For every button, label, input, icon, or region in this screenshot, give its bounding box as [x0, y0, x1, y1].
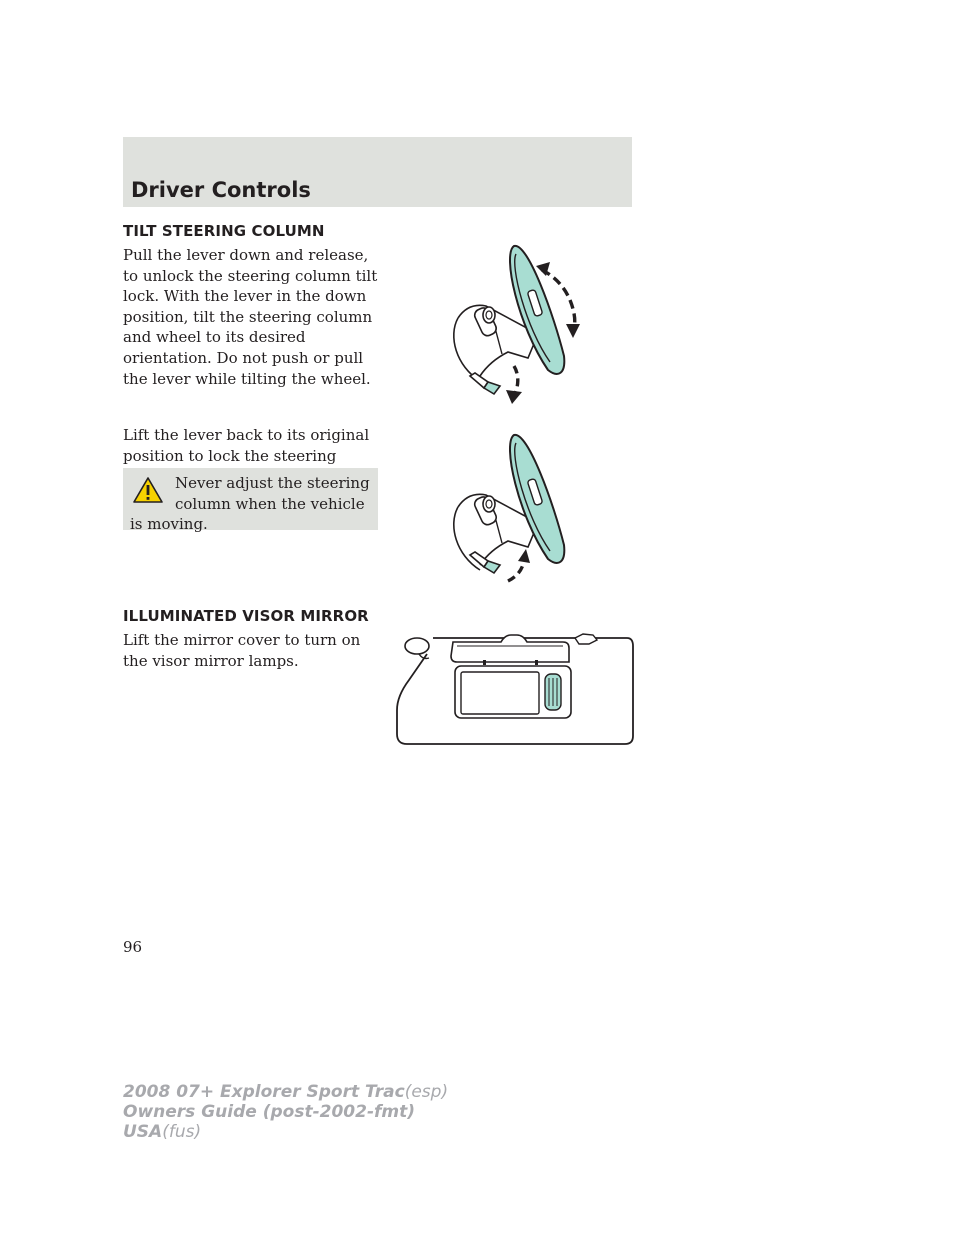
tilt-steering-heading: TILT STEERING COLUMN: [123, 222, 325, 240]
steering-tilt-lock-illustration: [430, 425, 590, 595]
page-number: 96: [123, 938, 143, 956]
warning-box: [123, 468, 378, 534]
section-title: Driver Controls: [131, 178, 311, 202]
warning-text: Never adjust the steering column when the vehicle is moving.: [130, 474, 370, 534]
visor-mirror-paragraph: Lift the mirror cover to turn on the visor mirror lamps.: [123, 631, 361, 670]
footer-line-1: 2008 07+ Explorer Sport Trac(esp): [123, 1082, 449, 1102]
footer-line-2: Owners Guide (post-2002-fmt): [123, 1102, 416, 1122]
visor-mirror-heading: ILLUMINATED VISOR MIRROR: [123, 607, 369, 625]
tilt-steering-paragraph-2: Lift the lever back to its original position to lock the steering: [123, 426, 370, 465]
steering-tilt-unlock-illustration: [430, 236, 590, 406]
visor-mirror-illustration: [393, 632, 635, 748]
tilt-steering-paragraph-1: Pull the lever down and release, to unlock the steering column tilt lock. With the lever in the down position, tilt the steering column and wheel to its desired orientation. Do not push or pull the lever while tilting the wheel.: [123, 246, 378, 388]
document-footer: [123, 1082, 448, 1142]
footer-line-3: USA(fus): [123, 1122, 202, 1142]
